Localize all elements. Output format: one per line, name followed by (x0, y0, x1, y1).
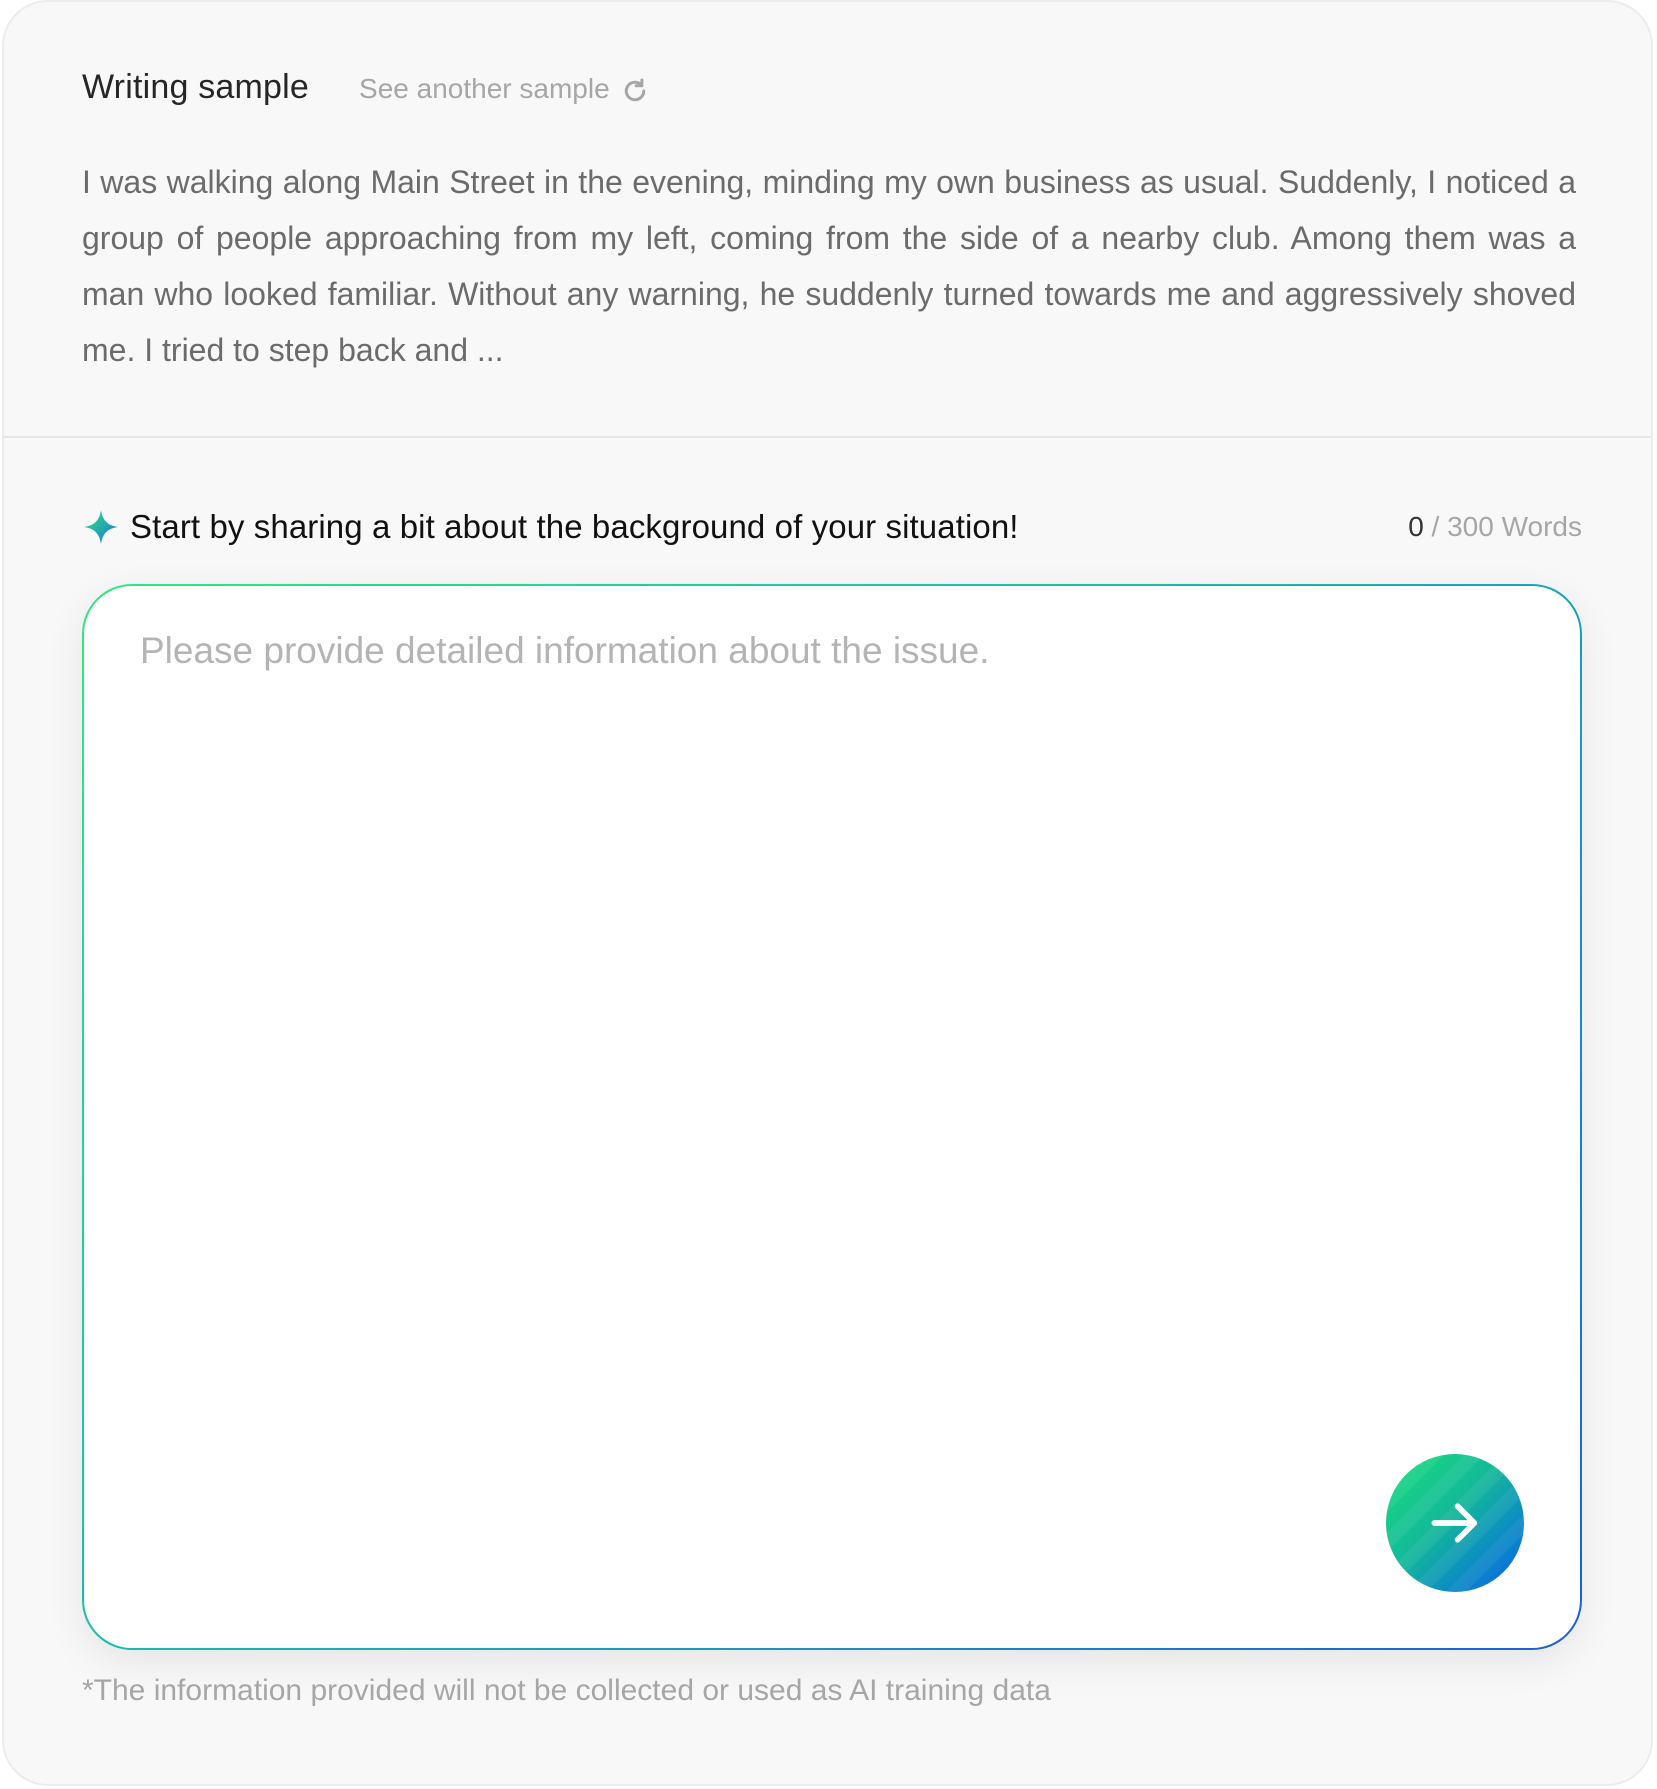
section-divider (4, 436, 1651, 438)
sparkle-icon (82, 508, 120, 546)
issue-textarea[interactable] (140, 630, 1480, 1230)
prompt-heading: Start by sharing a bit about the background of your situation! (130, 508, 1019, 545)
submit-button[interactable] (1386, 1454, 1524, 1592)
sample-header (82, 68, 650, 107)
writing-sample-text: I was walking along Main Street in the evening, minding my own business as usual. Suddenly, I noticed a group of people approaching from my left, coming from the side of a nearby club. Among them was a man who looked familiar. Without any warning, he suddenly turned towards me and aggressively shoved me. I tried to step back and ... (82, 164, 1576, 368)
see-another-sample-link[interactable] (359, 73, 650, 105)
word-count-value: 0 (1408, 511, 1424, 542)
issue-input-frame (82, 584, 1582, 1650)
sample-title: Writing sample (82, 68, 310, 106)
see-another-sample-label: See another sample (359, 73, 610, 104)
word-count-limit: / 300 Words (1431, 511, 1582, 542)
prompt-row (82, 502, 1582, 552)
refresh-icon (620, 76, 650, 106)
writing-card (2, 0, 1653, 1786)
privacy-disclaimer: *The information provided will not be collected or used as AI training data (82, 1674, 1051, 1707)
word-counter (1408, 511, 1582, 543)
arrow-right-icon (1424, 1492, 1486, 1554)
issue-input-box (84, 586, 1580, 1648)
